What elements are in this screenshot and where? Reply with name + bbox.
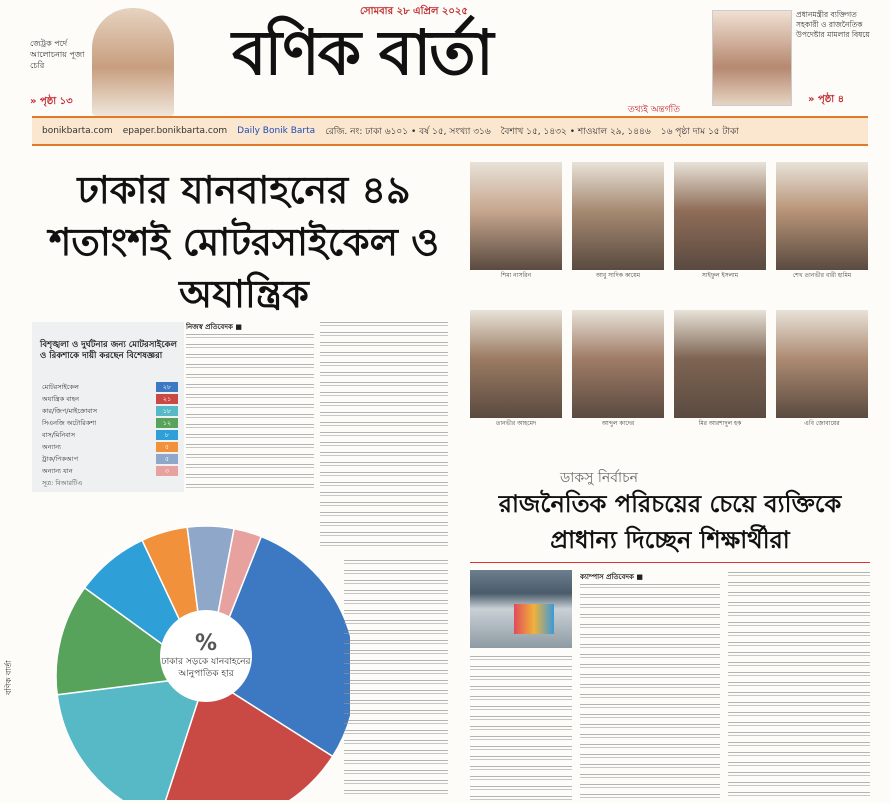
story-column-2 [320, 322, 448, 552]
main-byline: নিজস্ব প্রতিবেদক ■ [186, 323, 242, 331]
portrait-image [776, 162, 868, 270]
legend-row [42, 382, 182, 393]
body-text [344, 560, 448, 800]
legend-label: মোটরসাইকেল [42, 383, 79, 391]
photo-caption: তানভীর আহমেদ [495, 420, 537, 427]
portrait-image [674, 162, 766, 270]
legend-row [42, 394, 182, 405]
epaper-link[interactable]: epaper.bonikbarta.com [122, 126, 228, 136]
photo-caption: আবু সাদিক কায়েম [595, 272, 641, 279]
portrait-image [572, 310, 664, 418]
legend-label: বাস/মিনিবাস [42, 431, 75, 439]
banner-shape [514, 604, 554, 634]
campus-photo [470, 570, 572, 648]
newspaper-logo: বণিক বার্তা [232, 16, 492, 89]
legend-value: ২৮ [156, 382, 178, 392]
body-text [728, 572, 870, 800]
price-info: ১৬ পৃষ্ঠা দাম ১৫ টাকা [660, 126, 739, 137]
pie-center-label [160, 610, 252, 702]
website-link[interactable]: bonikbarta.com [42, 126, 113, 136]
legend-value: ১২ [156, 418, 178, 428]
tagline: তথ্যই অন্তর্গতি [628, 105, 680, 115]
actress-photo [92, 8, 174, 116]
portrait-image [776, 310, 868, 418]
candidate-photo[interactable] [572, 162, 664, 284]
legend-row [42, 442, 182, 453]
legend-value: ৩ [156, 466, 178, 476]
legend-label: ট্রাক/পিকআপ [42, 455, 79, 463]
right-byline: ক্যাম্পাস প্রতিবেদক ■ [580, 573, 643, 581]
portrait-image [470, 310, 562, 418]
legend-row [42, 418, 182, 429]
left-teaser-page[interactable]: » পৃষ্ঠা ১৩ [30, 96, 73, 107]
body-text [470, 656, 572, 800]
legend-row [42, 454, 182, 465]
story-column-3 [344, 560, 448, 800]
candidate-photo[interactable] [776, 162, 868, 284]
right-teaser-box[interactable] [712, 10, 872, 108]
photo-caption: সাইফুল ইসলাম [701, 272, 739, 279]
right-column-1 [470, 656, 572, 800]
side-label: বণিক বার্তা [4, 660, 13, 695]
photo-caption: শিমা নাসরিন [500, 272, 532, 279]
chart-source: সূত্র: বিআরটিএ [42, 479, 83, 487]
registration-info: রেজি. নং: ঢাকা ৬১০১ • বর্ষ ১৫, সংখ্যা ৩১৬ [325, 126, 491, 137]
candidate-photo[interactable] [470, 162, 562, 284]
chart-title: বিশৃঙ্খলা ও দুর্ঘটনার জন্য মোটরসাইকেল ও রিকশাকে দায়ী করছেন বিশেষজ্ঞরা [40, 340, 177, 361]
legend-label: সিএনজি অটোরিকশা [42, 419, 97, 427]
facebook-link[interactable]: Daily Bonik Barta [237, 126, 316, 136]
right-teaser-page[interactable]: » পৃষ্ঠা ৪ [808, 94, 845, 105]
candidate-photo[interactable] [470, 310, 562, 432]
photo-caption: শেখ তানভীর বারী হামিম [792, 272, 852, 279]
candidate-photo[interactable] [674, 310, 766, 432]
left-teaser-box[interactable] [30, 8, 180, 116]
right-teaser-text: প্রধানমন্ত্রীর ব্যক্তিগত সহকারী ও রাজনৈতিক উপদেষ্টার মামলার বিষয়ে [796, 10, 870, 39]
right-column-3 [728, 572, 870, 800]
date-line: সোমবার ২৮ এপ্রিল ২০২৫ [360, 6, 468, 17]
right-headline[interactable]: রাজনৈতিক পরিচয়ের চেয়ে ব্যক্তিকে প্রাধান্য দিচ্ছেন শিক্ষার্থীরা [498, 490, 842, 554]
body-text [320, 322, 448, 552]
legend-row [42, 430, 182, 441]
portrait-image [572, 162, 664, 270]
legend-label: অন্যান্য যান [42, 467, 73, 475]
politician-photo [712, 10, 792, 106]
legend-row [42, 406, 182, 417]
legend-value: ১৮ [156, 406, 178, 416]
candidate-photo[interactable] [674, 162, 766, 284]
legend-label: কার/জিপ/মাইক্রোবাস [42, 407, 98, 415]
legend-label: অযান্ত্রিক বাহন [42, 395, 80, 403]
legend-value: ৫ [156, 454, 178, 464]
divider [470, 562, 870, 563]
candidate-photo[interactable] [776, 310, 868, 432]
legend-value: ২১ [156, 394, 178, 404]
body-text [186, 334, 314, 490]
percent-symbol: % [194, 631, 218, 656]
body-text [580, 584, 720, 800]
left-teaser-text: জেট্রক পর্দে আলোচনায় পূজা চেরি [30, 39, 85, 70]
right-column-2 [580, 572, 720, 800]
legend-row [42, 466, 182, 477]
chart-legend-box [32, 322, 184, 492]
story-kicker: ডাকসু নির্বাচন [560, 470, 638, 486]
pie-center-text: ঢাকার সড়কে যানবাহনের আনুপাতিক হার [161, 657, 251, 679]
info-bar [32, 116, 868, 146]
legend-value: ৫ [156, 442, 178, 452]
legend-label: অন্যান্য [42, 443, 62, 451]
photo-caption: আব্দুল কাদের [601, 420, 635, 427]
legend-value: ৮ [156, 430, 178, 440]
portrait-image [674, 310, 766, 418]
candidate-photo[interactable] [572, 310, 664, 432]
photo-caption: মির আরশাদুল হক [698, 420, 742, 427]
story-column-1 [186, 322, 314, 490]
main-headline[interactable]: ঢাকার যানবাহনের ৪৯ শতাংশই মোটরসাইকেল ও অযান্ত্রিক [48, 168, 440, 316]
portrait-image [470, 162, 562, 270]
photo-caption: এবি জোবায়ের [804, 420, 840, 427]
calendar-dates: বৈশাখ ১৫, ১৪৩২ • শাওয়াল ২৯, ১৪৪৬ [500, 126, 651, 137]
